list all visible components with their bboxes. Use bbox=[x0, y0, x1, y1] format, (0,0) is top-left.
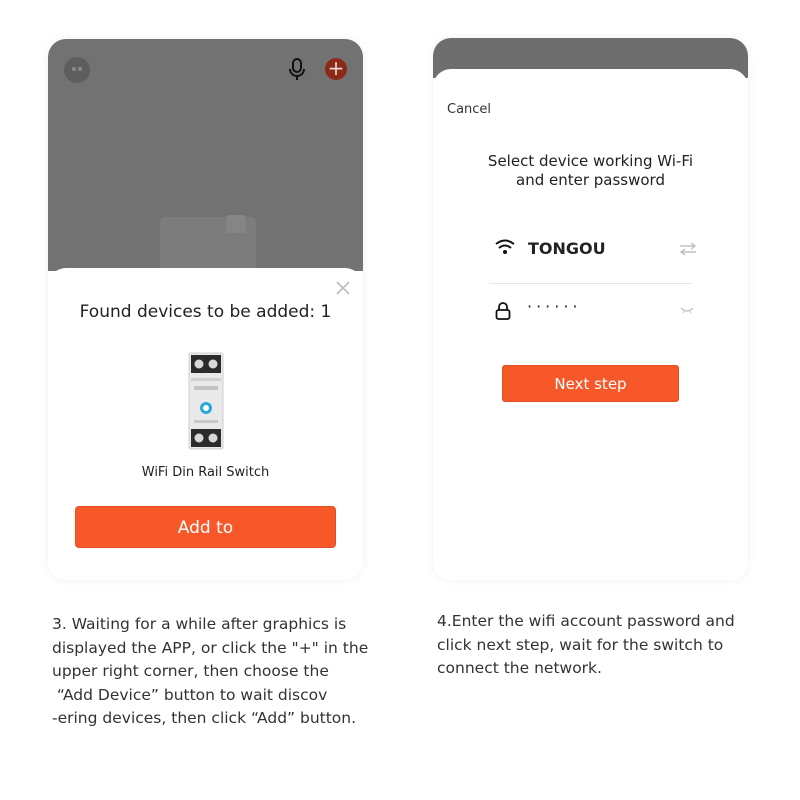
found-devices-title: Found devices to be added: 1 bbox=[79, 302, 332, 322]
add-button[interactable]: Add to bbox=[75, 506, 336, 548]
next-step-button[interactable]: Next step bbox=[502, 365, 679, 402]
wifi-setup-sheet bbox=[433, 69, 748, 580]
field-divider bbox=[489, 283, 692, 284]
wifi-icon bbox=[495, 239, 515, 255]
lock-icon bbox=[495, 302, 511, 320]
eye-closed-icon[interactable] bbox=[680, 306, 694, 314]
found-devices-sheet bbox=[48, 268, 363, 580]
left-phone-screen bbox=[48, 39, 363, 580]
din-rail-switch-device bbox=[188, 352, 224, 450]
close-icon[interactable] bbox=[335, 280, 351, 296]
password-field[interactable]: ······ bbox=[527, 297, 582, 316]
robot-icon[interactable] bbox=[64, 57, 90, 83]
device-name: WiFi Din Rail Switch bbox=[141, 465, 270, 480]
dimmed-home-background bbox=[48, 39, 363, 271]
cancel-button[interactable]: Cancel bbox=[447, 102, 492, 117]
microphone-icon[interactable] bbox=[288, 58, 306, 82]
plus-icon[interactable]: + bbox=[325, 58, 347, 80]
step-4-caption: 4.Enter the wifi account password and click next step, wait for the switch to connect the network. bbox=[437, 612, 735, 677]
step-3-caption: 3. Waiting for a while after graphics is displayed the APP, or click the "+" in the upper right corner, then choose the “Add Device” button to wait discov -ering devices, then click “Add” button. bbox=[52, 615, 369, 727]
switch-network-icon[interactable] bbox=[679, 243, 697, 255]
gateway-image-faded-detail bbox=[226, 215, 246, 233]
wifi-ssid-field[interactable]: TONGOU bbox=[528, 239, 606, 258]
right-phone-screen bbox=[433, 38, 748, 580]
wifi-setup-title: Select device working Wi-Fi and enter password bbox=[487, 152, 694, 189]
